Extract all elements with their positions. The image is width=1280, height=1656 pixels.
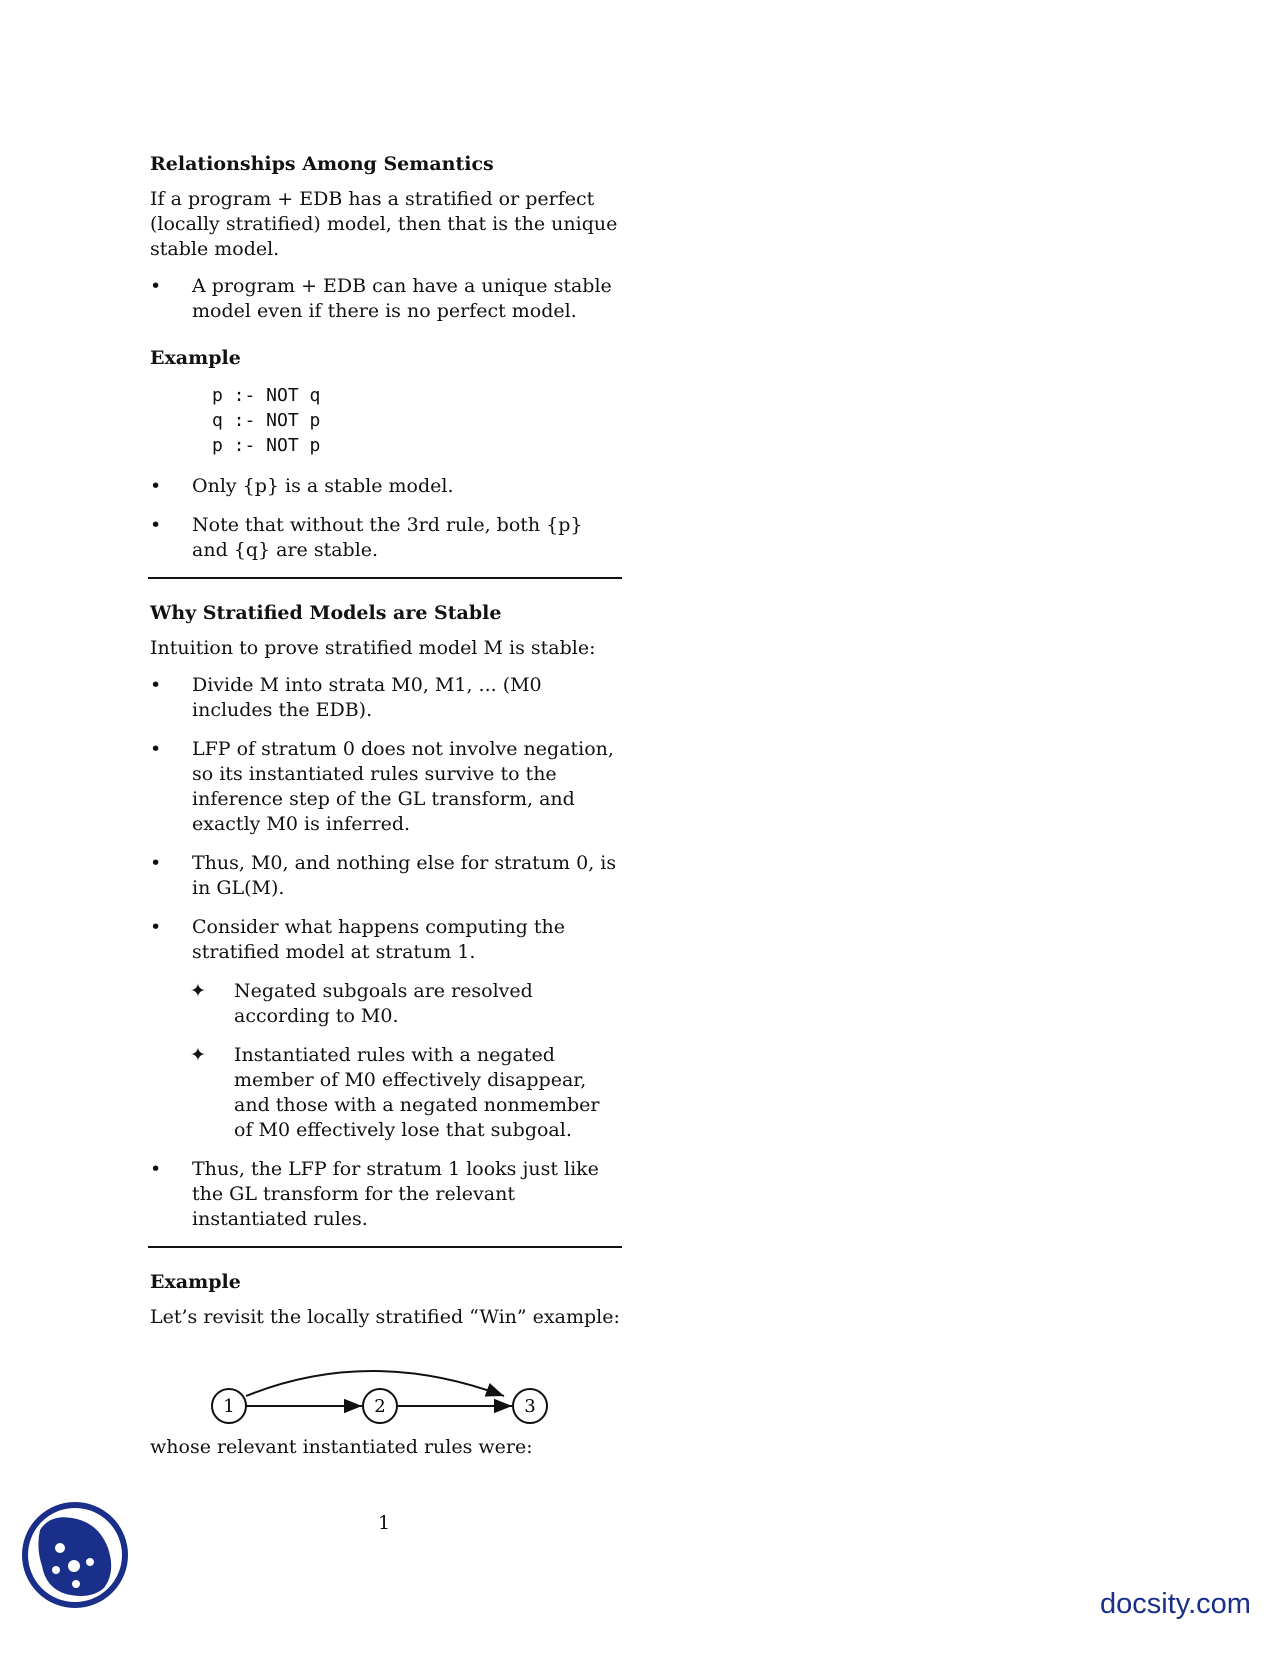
node-label: 1 — [223, 1396, 235, 1417]
code-block — [150, 383, 620, 458]
bullet-icon: • — [150, 475, 162, 497]
page-content — [150, 140, 620, 1472]
bullet-item — [150, 915, 620, 965]
bullet-item — [150, 274, 620, 324]
sub-bullet-item — [150, 979, 620, 1029]
bullet-item — [150, 513, 620, 563]
bullet-text: Thus, the LFP for stratum 1 looks just like the GL transform for the relevant instantiated rules. — [192, 1158, 599, 1230]
bullet-text: Consider what happens computing the stratified model at stratum 1. — [192, 916, 565, 963]
bullet-icon: • — [150, 852, 162, 874]
bullet-text: Note that without the 3rd rule, both {p} and {q} are stable. — [192, 514, 583, 561]
bullet-item — [150, 673, 620, 723]
after-graph-text: whose relevant instantiated rules were: — [150, 1436, 533, 1458]
sub-bullet-icon: ✦ — [190, 1044, 206, 1066]
intro-text: Let’s revisit the locally stratified “Win” example: — [150, 1306, 620, 1328]
sub-bullet-text: Instantiated rules with a negated member of M0 effectively disappear, and those with a negated nonmember of M0 effectively lose that subgoal. — [234, 1044, 600, 1141]
heading-relationships: Relationships Among Semantics — [150, 153, 494, 175]
divider — [148, 1246, 622, 1248]
bullet-icon: • — [150, 1158, 162, 1180]
docsity-brand-link[interactable]: docsity.com — [1100, 1588, 1251, 1620]
node-label: 3 — [524, 1396, 536, 1417]
sub-bullet-icon: ✦ — [190, 980, 206, 1002]
bullet-icon: • — [150, 275, 162, 297]
sub-bullet-text: Negated subgoals are resolved according to M0. — [234, 980, 533, 1027]
bullet-text: Thus, M0, and nothing else for stratum 0, is in GL(M). — [192, 852, 617, 899]
bullet-item — [150, 474, 620, 499]
code-line: q :- NOT p — [212, 410, 321, 431]
bullet-text: Only {p} is a stable model. — [192, 475, 454, 497]
win-graph — [210, 1354, 550, 1424]
bullet-icon: • — [150, 738, 162, 760]
bullet-item — [150, 851, 620, 901]
node-label: 2 — [374, 1396, 386, 1417]
sub-bullet-item — [150, 1043, 620, 1143]
heading-why-stratified: Why Stratified Models are Stable — [150, 602, 502, 624]
bullet-text: Divide M into strata M0, M1, ... (M0 includes the EDB). — [192, 674, 542, 721]
bullet-icon: • — [150, 916, 162, 938]
intro-text: Intuition to prove stratified model M is stable: — [150, 637, 596, 659]
paragraph-relationships: If a program + EDB has a stratified or perfect (locally stratified) model, then that is the unique stable model. — [150, 188, 618, 260]
divider — [148, 577, 622, 579]
heading-example-2: Example — [150, 1271, 241, 1293]
docsity-logo-icon[interactable] — [20, 1500, 130, 1610]
bullet-item — [150, 1157, 620, 1232]
code-line: p :- NOT p — [212, 435, 321, 456]
code-line: p :- NOT q — [212, 385, 321, 406]
page-number: 1 — [378, 1512, 391, 1534]
bullet-item — [150, 737, 620, 837]
bullet-text: LFP of stratum 0 does not involve negation, so its instantiated rules survive to the inference step of the GL transform, and exactly M0 is inferred. — [192, 738, 614, 835]
bullet-icon: • — [150, 674, 162, 696]
bullet-icon: • — [150, 514, 162, 536]
heading-example-1: Example — [150, 347, 241, 369]
bullet-text: A program + EDB can have a unique stable model even if there is no perfect model. — [192, 275, 612, 322]
